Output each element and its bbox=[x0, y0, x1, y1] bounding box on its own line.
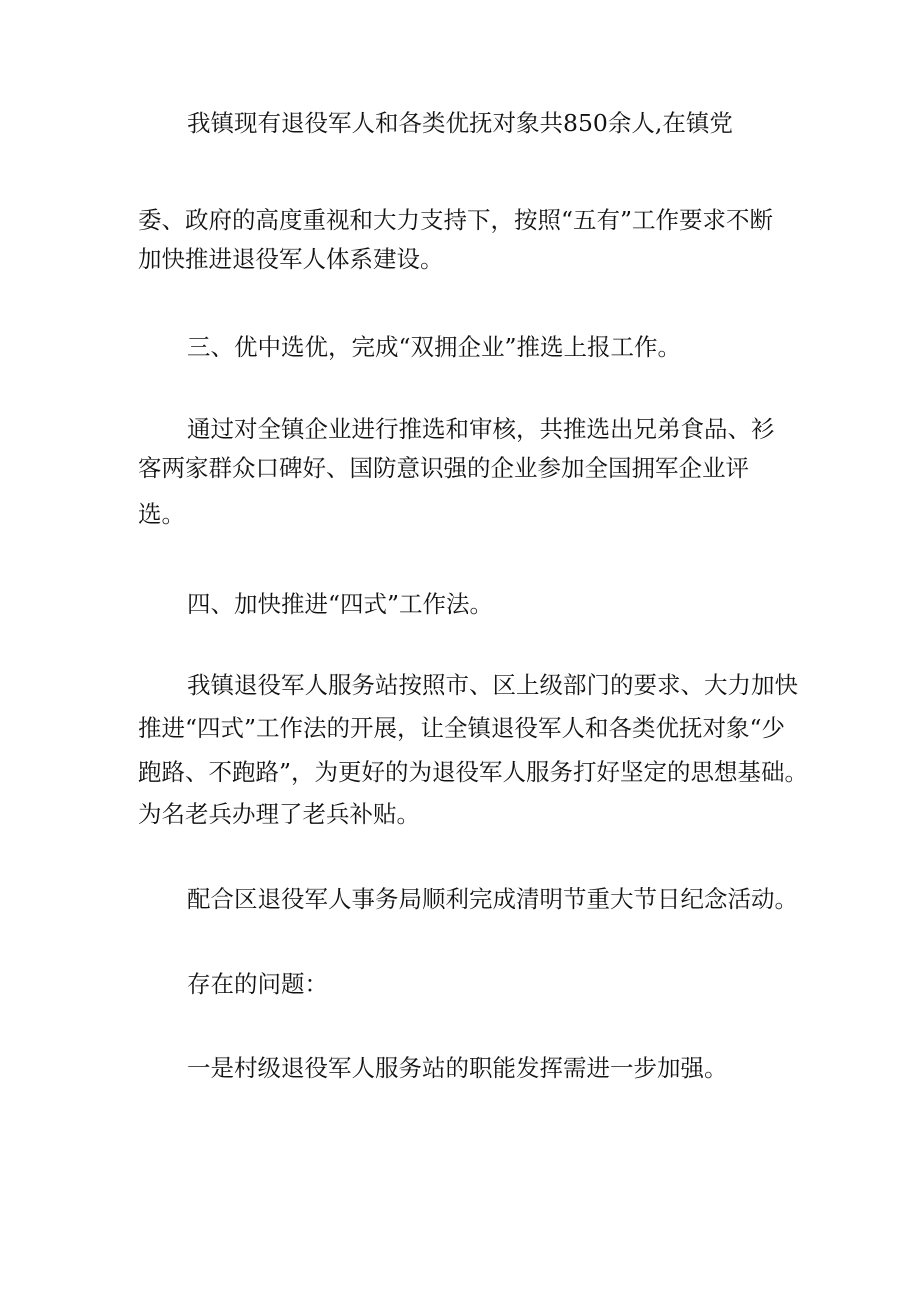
paragraph-line: 推进“四式”工作法的开展，让全镇退役军人和各类优抚对象“少 bbox=[138, 714, 786, 742]
section-heading: 四、加快推进“四式”工作法。 bbox=[187, 590, 494, 618]
paragraph-line: 一是村级退役军人服务站的职能发挥需进一步加强。 bbox=[187, 1054, 728, 1082]
paragraph-line: 委、政府的高度重视和大力支持下，按照“五有”工作要求不断 bbox=[138, 206, 774, 234]
paragraph-line: 我镇退役军人服务站按照市、区上级部门的要求、大力加快 bbox=[187, 671, 798, 699]
paragraph-line: 跑路、不跑路”，为更好的为退役军人服务打好坚定的思想基础。 bbox=[138, 758, 809, 786]
section-heading: 三、优中选优，完成“双拥企业”推选上报工作。 bbox=[187, 333, 682, 361]
paragraph-line: 配合区退役军人事务局顺利完成清明节重大节日纪念活动。 bbox=[187, 885, 798, 913]
paragraph-line: 为名老兵办理了老兵补贴。 bbox=[138, 800, 420, 828]
paragraph-line: 存在的问题： bbox=[187, 970, 328, 998]
paragraph-line: 选。 bbox=[138, 500, 185, 528]
paragraph-line: 加快推进退役军人体系建设。 bbox=[138, 245, 444, 273]
paragraph-line: 通过对全镇企业进行推选和审核，共推选出兄弟食品、衫 bbox=[187, 415, 775, 443]
paragraph-line: 我镇现有退役军人和各类优抚对象共850余人,在镇党 bbox=[187, 109, 733, 137]
paragraph-line: 客两家群众口碑好、国防意识强的企业参加全国拥军企业评 bbox=[138, 454, 749, 482]
